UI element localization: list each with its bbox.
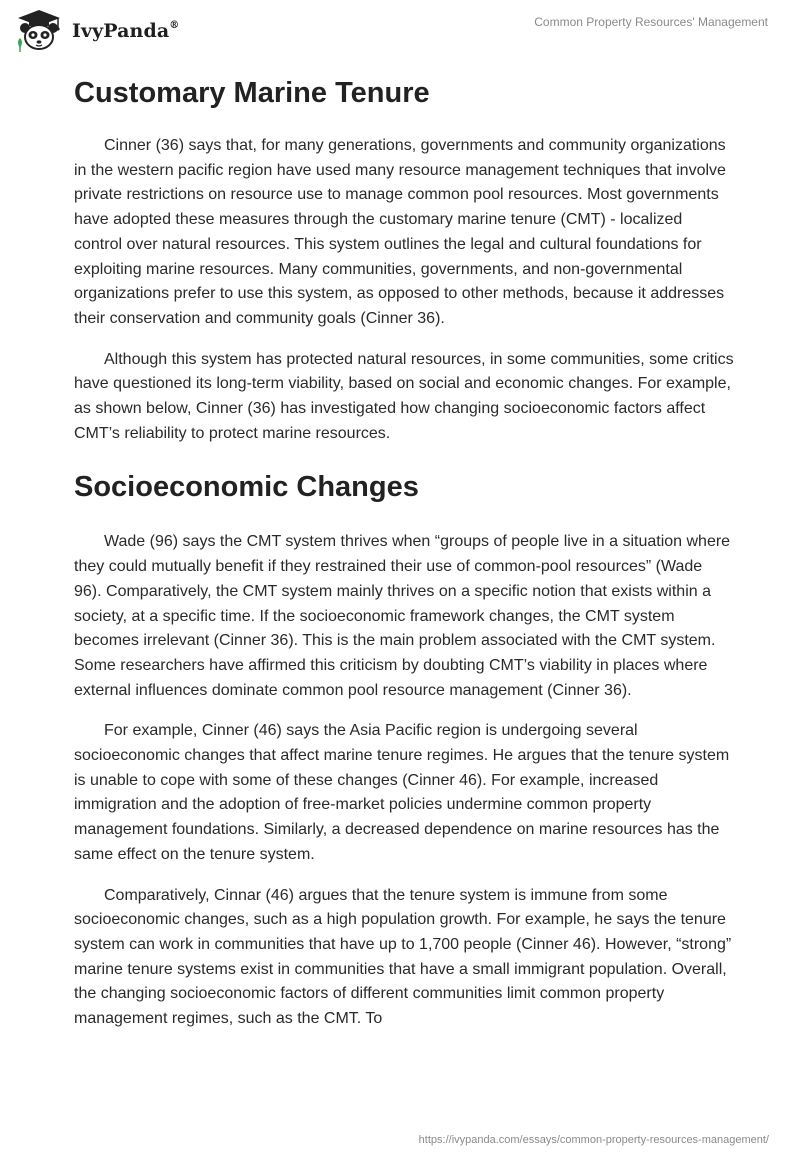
source-url[interactable]: https://ivypanda.com/essays/common-property-resources-management/ [418,1134,769,1146]
paragraph: Although this system has protected natural resources, in some communities, some critics have questioned its long-term viability, based on social and economic changes. For example, as shown below, Cinner (36) has investigated how changing socioeconomic factors affect CMT’s reliability to protect marine resources. [74,350,734,442]
paragraph: Cinner (36) says that, for many generations, governments and community organizations in the western pacific region have used many resource management techniques that involve private restrictions on resource use to manage common pool resources. Most governments have adopted these measures through the customary marine tenure (CMT) - localized control over natural resources. This system outlines the legal and cultural foundations for exploiting marine resources. Many communities, governments, and non-governmental organizations prefer to use this system, as opposed to other methods, because it addresses their conservation and community goals (Cinner 36). [74,137,726,327]
paragraph: Comparatively, Cinnar (46) argues that the tenure system is immune from some socioeconomic changes, such as a high population growth. For example, he says the tenure system can work in communities that have up to 1,700 people (Cinner 46). However, “strong” marine tenure systems exist in communities that have a small immigrant population. Overall, the changing socioeconomic factors of different communities limit common property management regimes, such as the CMT. To [74,886,732,1028]
paragraph: For example, Cinner (46) says the Asia Pacific region is undergoing several socioeconomic changes that affect marine tenure regimes. He argues that the tenure system is unable to cope with some of these changes (Cinner 46). For example, increased immigration and the adoption of free-market policies undermine common property management foundations. Similarly, a decreased dependence on marine resources has the same effect on the tenure system. [74,722,730,863]
paragraph: Wade (96) says the CMT system thrives when “groups of people live in a situation where they could mutually benefit if they restrained their use of common-pool resources” (Wade 96). Comparatively, the CMT system mainly thrives on a specific notion that exists within a society, at a specific time. If the socioeconomic framework changes, the CMT system becomes irrelevant (Cinner 36). This is the main problem associated with the CMT system. Some researchers have affirmed this criticism by doubting CMT’s viability in places where external influences dominate common pool resource management (Cinner 36). [74,533,731,699]
section-heading: Socioeconomic Changes [74,471,419,504]
panda-logo-icon[interactable] [14,8,64,54]
brand-name[interactable] [72,20,179,42]
brand-text: IvyPanda [72,20,170,42]
document-title: Common Property Resources' Management [534,15,768,29]
page-header [0,0,800,60]
essay-content [74,72,734,1048]
section-heading: Customary Marine Tenure [74,77,430,109]
brand-registered-mark: ® [169,19,180,31]
